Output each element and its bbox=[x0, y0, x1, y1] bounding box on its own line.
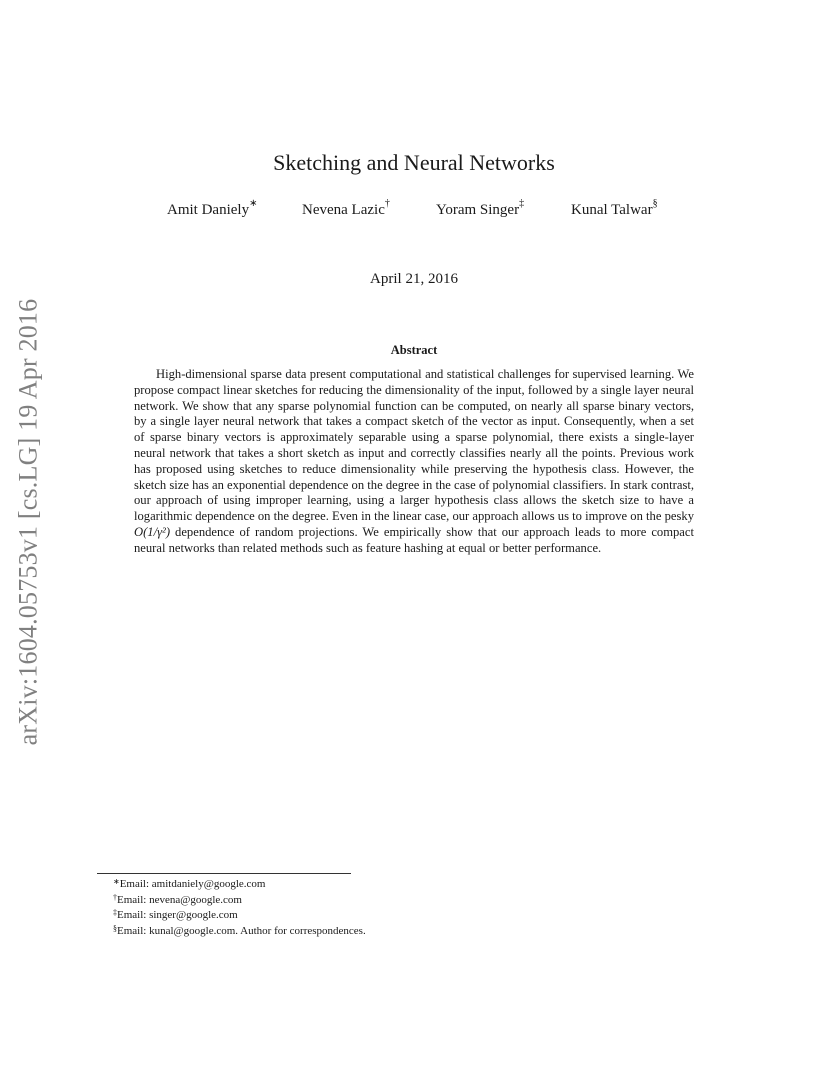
footnote bbox=[113, 908, 613, 924]
footnote-text: Email: singer@google.com bbox=[117, 909, 238, 921]
abstract-body bbox=[134, 367, 694, 557]
footnote-rule bbox=[97, 873, 351, 874]
author-list bbox=[160, 200, 680, 222]
arxiv-stamp-text: arXiv:1604.05753v1 [cs.LG] 19 Apr 2016 bbox=[13, 298, 42, 746]
footnote-mark: † bbox=[113, 892, 117, 902]
author bbox=[571, 200, 658, 219]
footnote-mark: ‡ bbox=[113, 908, 117, 917]
abstract-math: O(1/γ²) bbox=[134, 524, 171, 539]
footnote-mark: § bbox=[113, 923, 117, 933]
author-name: Yoram Singer bbox=[436, 202, 520, 218]
footnotes bbox=[113, 877, 613, 939]
paper-title: Sketching and Neural Networks bbox=[273, 150, 555, 175]
author-mark: ‡ bbox=[519, 198, 525, 209]
author bbox=[167, 200, 257, 219]
author-mark: § bbox=[652, 198, 658, 209]
footnote-text: Email: amitdaniely@google.com bbox=[119, 878, 266, 890]
abstract-heading: Abstract bbox=[390, 343, 438, 357]
author-name: Nevena Lazic bbox=[302, 202, 385, 218]
footnote-text: Email: kunal@google.com. Author for correspondences. bbox=[117, 924, 366, 937]
paper-date: April 21, 2016 bbox=[370, 271, 458, 287]
footnote bbox=[113, 893, 613, 909]
author-mark: ∗ bbox=[249, 198, 258, 209]
author-mark: † bbox=[384, 198, 390, 209]
footnote bbox=[113, 877, 613, 893]
author bbox=[302, 200, 390, 219]
footnote-mark: ∗ bbox=[113, 877, 120, 886]
footnote-text: Email: nevena@google.com bbox=[117, 893, 242, 906]
author bbox=[436, 200, 524, 219]
author-name: Kunal Talwar bbox=[571, 202, 653, 218]
footnote bbox=[113, 924, 613, 940]
author-name: Amit Daniely bbox=[167, 202, 250, 218]
abstract-text-after: dependence of random projections. We empirically show that our approach leads to more compact neural networks than related methods such as feature hashing at equal or better performance. bbox=[134, 524, 694, 555]
abstract-text-before: High-dimensional sparse data present computational and statistical challenges for supervised learning. We propose compact linear sketches for reducing the dimensionality of the input, followed by a single layer neural network. We show that any sparse polynomial function can be computed, on nearly all sparse binary vectors, by a single layer neural network that takes a compact sketch of the vector as input. Consequently, when a set of sparse binary vectors is approximately separable using a sparse polynomial, there exists a single-layer neural network that takes a short sketch as input and correctly classifies nearly all the points. Previous work has proposed using sketches to reduce dimensionality while preserving the hypothesis class. However, the sketch size has an exponential dependence on the degree in the case of polynomial classifiers. In stark contrast, our approach of using improper learning, using a larger hypothesis class allows the sketch size to have a logarithmic dependence on the degree. Even in the linear case, our approach allows us to improve on the pesky bbox=[134, 367, 694, 524]
